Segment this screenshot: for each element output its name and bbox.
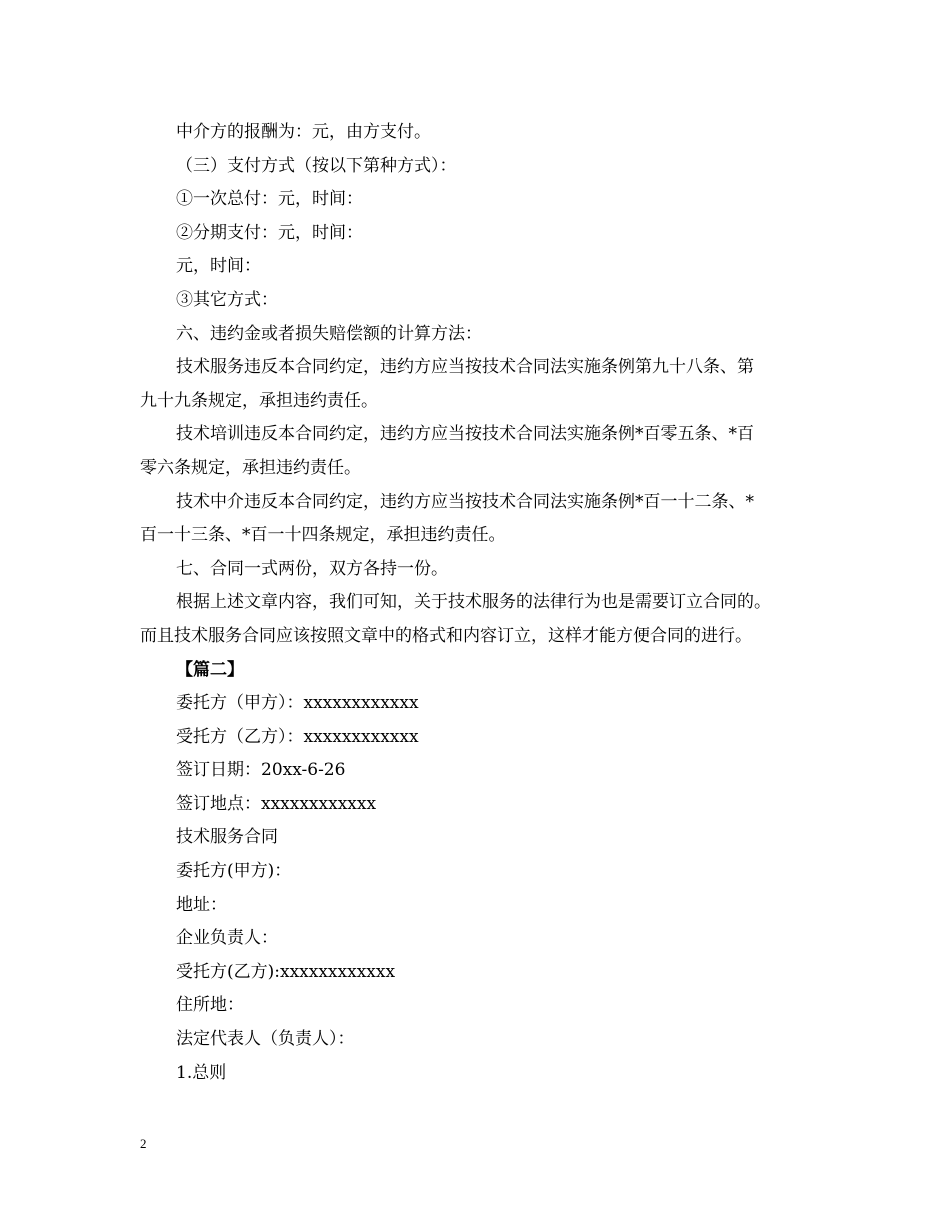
page-number: 2 (140, 1136, 147, 1151)
text-line: 百一十三条、*百一十四条规定，承担违约责任。 (140, 525, 506, 546)
text-line: （三）支付方式（按以下第种方式）： (176, 155, 457, 176)
text-line: 受托方（乙方）：xxxxxxxxxxxx (176, 726, 419, 747)
text-line: ②分期支付：元，时间： (176, 222, 363, 243)
text-line: 技术培训违反本合同约定，违约方应当按技术合同法实施条例*百零五条、*百 (176, 424, 754, 445)
text-line: 委托方(甲方)： (176, 861, 292, 882)
text-line: ③其它方式： (176, 289, 278, 310)
text-line: 签订地点：xxxxxxxxxxxx (176, 793, 377, 814)
text-line: 根据上述文章内容，我们可知，关于技术服务的法律行为也是需要订立合同的。 (176, 592, 771, 613)
text-line: 1.总则 (176, 1062, 227, 1083)
text-line: 中介方的报酬为：元，由方支付。 (176, 122, 431, 142)
document-body (140, 116, 812, 1090)
section-heading: 【篇二】 (176, 659, 244, 680)
text-line: 受托方(乙方):xxxxxxxxxxxx (176, 961, 396, 982)
text-line: 九十九条规定，承担违约责任。 (140, 390, 378, 411)
text-line: 技术服务合同 (176, 827, 278, 848)
text-line: 法定代表人（负责人）： (176, 1029, 355, 1050)
text-line: 零六条规定，承担违约责任。 (140, 457, 361, 478)
text-line: 技术服务违反本合同约定，违约方应当按技术合同法实施条例第九十八条、第 (176, 357, 754, 378)
text-line: 委托方（甲方）：xxxxxxxxxxxx (176, 693, 419, 714)
text-line: 签订日期：20xx-6-26 (176, 760, 346, 781)
text-line: 地址： (176, 894, 227, 915)
text-line: 七、合同一式两份，双方各持一份。 (176, 558, 448, 579)
text-line: ①一次总付：元，时间： (176, 189, 363, 210)
text-line: 六、违约金或者损失赔偿额的计算方法： (176, 323, 482, 344)
text-line: 技术中介违反本合同约定，违约方应当按技术合同法实施条例*百一十二条、* (176, 491, 754, 512)
text-line: 元，时间： (176, 256, 261, 277)
text-line: 而且技术服务合同应该按照文章中的格式和内容订立，这样才能方便合同的进行。 (140, 625, 752, 646)
text-line: 住所地： (176, 995, 244, 1016)
text-line: 企业负责人： (176, 928, 278, 949)
